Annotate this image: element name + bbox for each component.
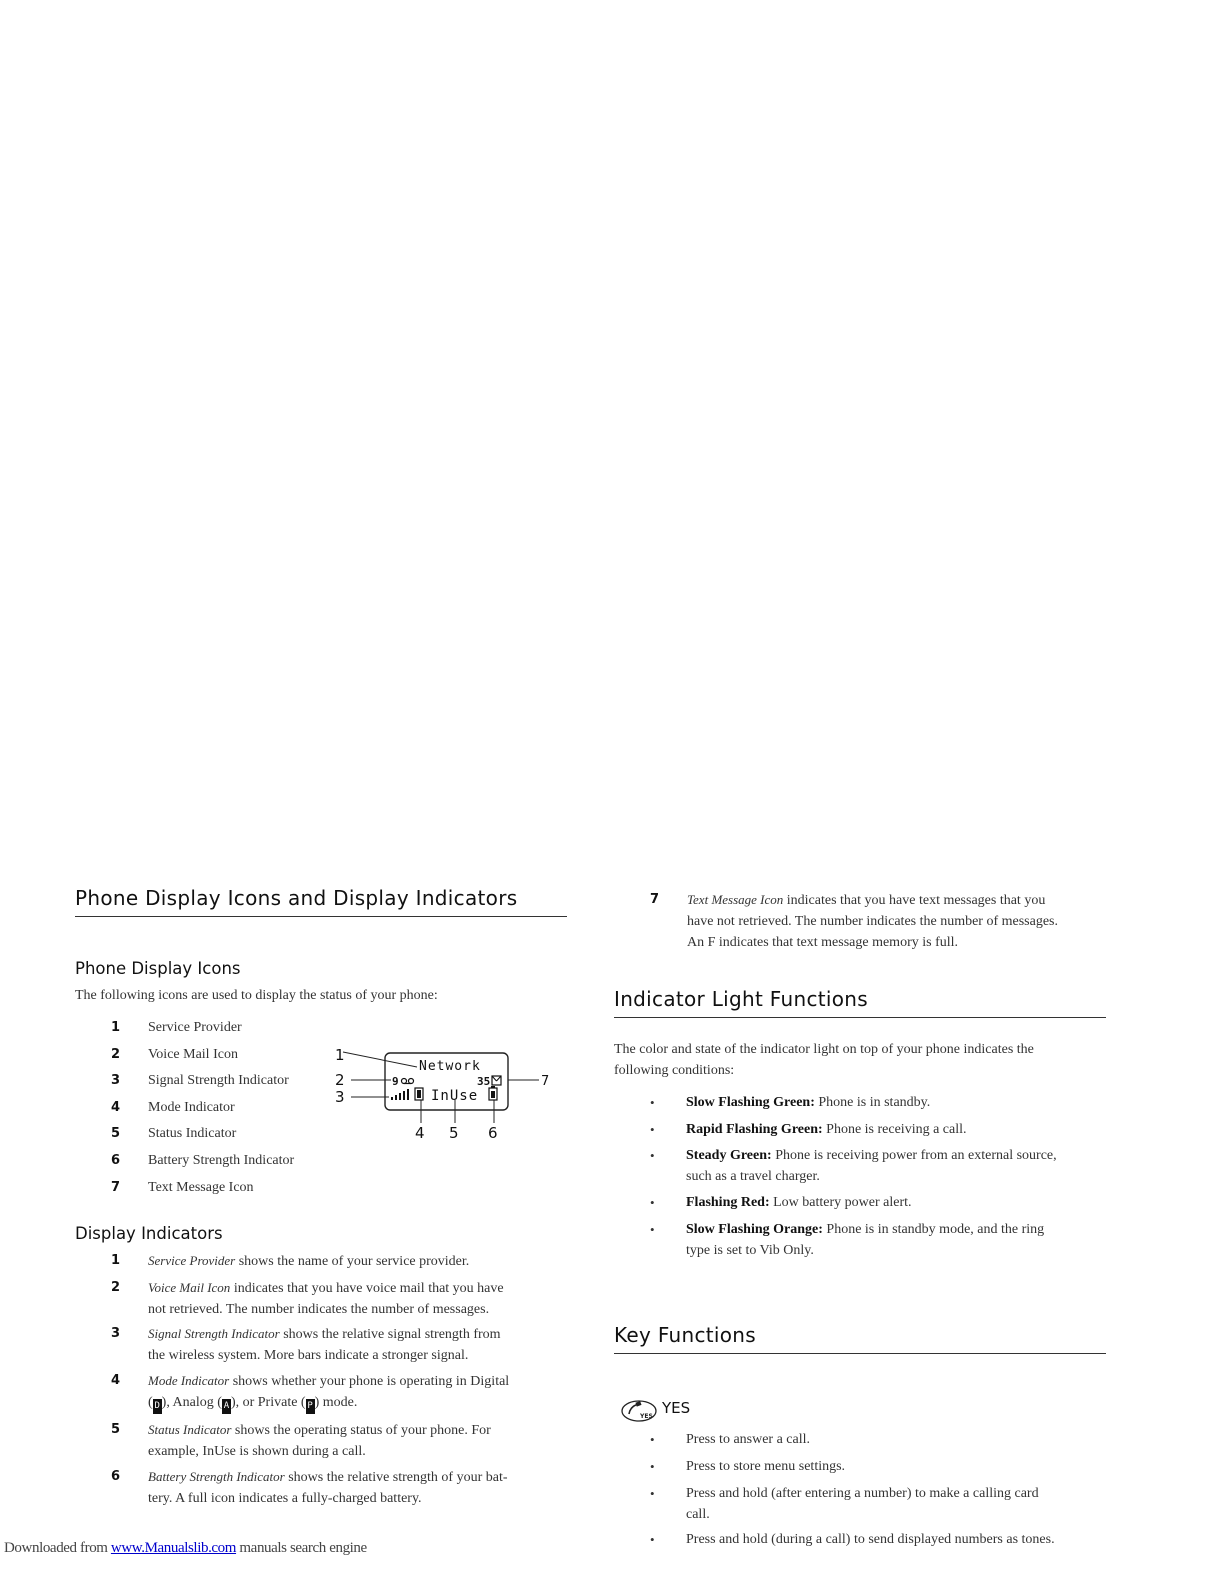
mode-indicator-icon bbox=[415, 1088, 423, 1100]
list-label: Battery Strength Indicator bbox=[148, 1153, 295, 1168]
list-number: 6 bbox=[111, 1153, 121, 1168]
section-title-display-icons: Phone Display Icons and Display Indicators bbox=[75, 886, 567, 917]
light-intro: The color and state of the indicator light on top of your phone indicates the following conditions: bbox=[614, 1042, 1034, 1078]
list-number: 1 bbox=[111, 1020, 121, 1035]
lcd-message-count: 35 bbox=[477, 1075, 491, 1088]
svg-text:YES: YES bbox=[640, 1413, 653, 1420]
list-label: Mode Indicator bbox=[148, 1100, 235, 1115]
indicator-term: Status Indicator bbox=[148, 1422, 232, 1437]
footer-suffix: manuals search engine bbox=[236, 1540, 367, 1556]
list-label: Status Indicator bbox=[148, 1126, 237, 1141]
callout-number-6: 6 bbox=[488, 1124, 498, 1142]
private-mode-icon: P bbox=[306, 1399, 315, 1414]
digital-mode-icon: D bbox=[153, 1399, 162, 1414]
voicemail-icon bbox=[402, 1079, 414, 1084]
lcd-status: InUse bbox=[431, 1088, 479, 1104]
section-title-indicator-light: Indicator Light Functions bbox=[614, 987, 1106, 1018]
list-number: 7 bbox=[111, 1180, 121, 1195]
manualslib-link[interactable]: www.Manualslib.com bbox=[110, 1540, 237, 1556]
subtitle-display-indicators: Display Indicators bbox=[75, 1224, 223, 1243]
list-number: 5 bbox=[111, 1126, 121, 1141]
subtitle-phone-display-icons: Phone Display Icons bbox=[75, 959, 241, 978]
indicator-term: Mode Indicator bbox=[148, 1373, 230, 1388]
indicator-term: Service Provider bbox=[148, 1253, 236, 1268]
list-label: Service Provider bbox=[148, 1020, 242, 1035]
battery-strength-icon bbox=[489, 1086, 497, 1100]
indicator-term: Battery Strength Indicator bbox=[148, 1469, 285, 1484]
list-label: Text Message Icon bbox=[148, 1180, 254, 1195]
callout-number-1: 1 bbox=[335, 1046, 345, 1064]
list-number: 4 bbox=[111, 1100, 121, 1115]
yes-key-heading bbox=[620, 1397, 691, 1430]
indicator-term: Text Message Icon bbox=[687, 892, 784, 907]
callout-number-2: 2 bbox=[335, 1071, 345, 1089]
yes-key-label: YES bbox=[662, 1399, 691, 1417]
callout-number-3: 3 bbox=[335, 1088, 345, 1106]
text-message-icon bbox=[492, 1076, 501, 1085]
indicator-term: Signal Strength Indicator bbox=[148, 1326, 280, 1341]
signal-strength-icon bbox=[391, 1089, 409, 1100]
list-number: 2 bbox=[111, 1047, 121, 1062]
footer-prefix: Downloaded from bbox=[4, 1540, 111, 1556]
lcd-voicemail-count: 9 bbox=[392, 1075, 399, 1088]
analog-mode-icon: A bbox=[222, 1399, 231, 1414]
lcd-provider: Network bbox=[419, 1059, 481, 1074]
callout-line-1 bbox=[343, 1052, 417, 1067]
indicator-term: Voice Mail Icon bbox=[148, 1280, 231, 1295]
phone-display-diagram bbox=[335, 1042, 560, 1142]
callout-number-7: 7 bbox=[541, 1074, 550, 1089]
list-number: 3 bbox=[111, 1073, 121, 1088]
download-footer bbox=[4, 1540, 367, 1557]
icons-intro: The following icons are used to display the status of your phone: bbox=[75, 988, 438, 1003]
section-title-key-functions: Key Functions bbox=[614, 1323, 1106, 1354]
callout-number-4: 4 bbox=[415, 1124, 425, 1142]
yes-key-icon bbox=[620, 1397, 660, 1425]
list-label: Signal Strength Indicator bbox=[148, 1073, 289, 1088]
callout-number-5: 5 bbox=[449, 1124, 459, 1142]
list-label: Voice Mail Icon bbox=[148, 1047, 238, 1062]
